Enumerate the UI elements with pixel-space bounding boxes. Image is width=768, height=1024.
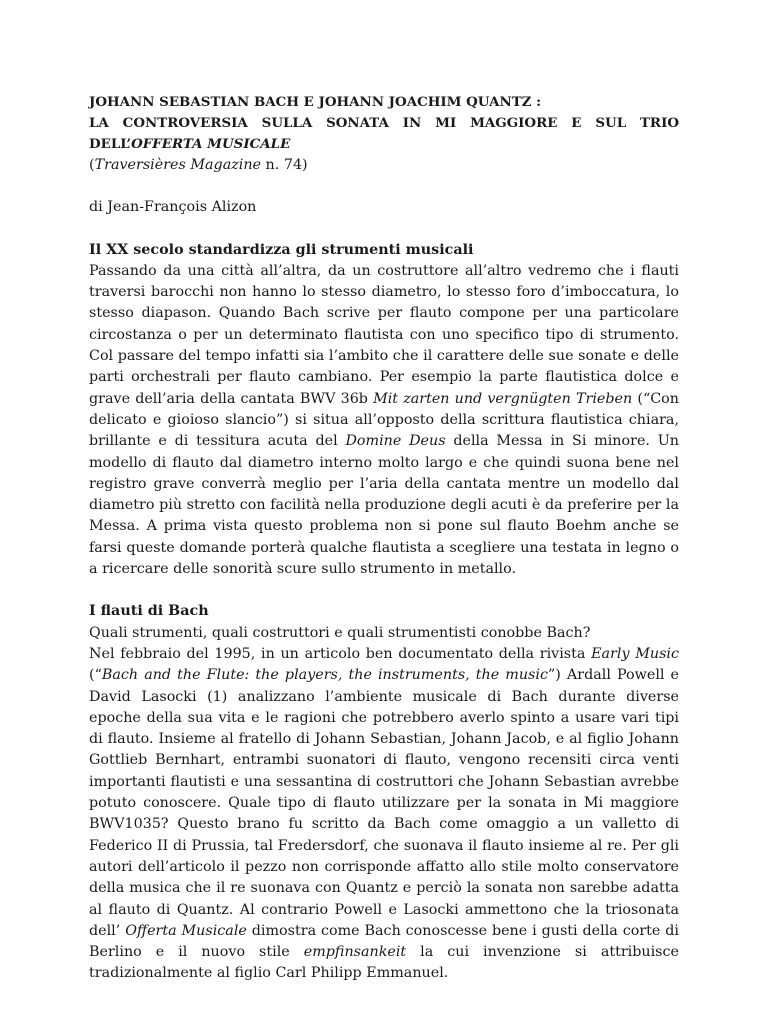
p1-italic-cantata: Mit zarten und vergnügten Trieben [373, 390, 633, 407]
source-issue: n. 74) [261, 157, 308, 173]
section-2-paragraph [89, 644, 679, 985]
p2-italic-article-title: Bach and the Flute: the players, the instruments, the music [101, 667, 548, 684]
p2-text-b: (“ [89, 667, 102, 684]
p2-italic-early-music: Early Music [591, 645, 679, 662]
p1-text-b: (“Con delicato e gioioso slancio”) si situa all’opposto della scrittura flautistica chiara, brillante e di tessitura acuta del [89, 390, 680, 450]
p1-italic-domine: Domine Deus [345, 433, 446, 450]
document-page [89, 92, 679, 985]
title-line-2: LA CONTROVERSIA SULLA SONATA IN MI MAGGIORE E SUL TRIO [89, 115, 679, 131]
title-line-3 [89, 134, 679, 155]
author-line: di Jean-François Alizon [89, 199, 257, 216]
p2-text-d: dimostra come Bach conoscesse bene i gusti della corte di Berlino e il nuovo stile [89, 922, 679, 961]
source-magazine: Traversières Magazine [94, 157, 262, 173]
p2-text-e: la cui invenzione si attribuisce tradizionalmente al figlio Carl Philipp Emmanuel. [89, 944, 679, 982]
title-line-3-italic: OFFERTA MUSICALE [131, 136, 291, 152]
title-line-3-prefix: DELL’ [89, 136, 132, 152]
source-open: ( [89, 157, 95, 173]
title-line-1: JOHANN SEBASTIAN BACH E JOHANN JOACHIM QUANTZ : [89, 94, 542, 110]
p1-text-a: Passando da una città all’altra, da un costruttore all’altro vedremo che i flauti traversi barocchi non hanno lo stesso diametro, lo stesso foro d’imboccatura, lo stesso diapason. Quando Bach scrive per flauto compone per una particolare circostanza o per un determinato flautista con uno specifico tipo di strumento. Col passare del tempo infatti sia l’ambito che il carattere delle sue sonate e delle parti orchestrali per flauto cambiano. Per esempio la parte flautistica dolce e grave dell’aria della cantata BWV 36b [89, 262, 679, 407]
section-1-paragraph [89, 261, 679, 580]
p2-italic-empfinsankeit: empfinsankeit [303, 944, 407, 961]
section-2-question: Quali strumenti, quali costruttori e quali strumentisti conobbe Bach? [89, 624, 591, 641]
section-1-heading: Il XX secolo standardizza gli strumenti musicali [89, 241, 474, 258]
source-reference [89, 155, 679, 176]
section-2-heading: I flauti di Bach [89, 603, 209, 620]
p2-italic-offerta: Offerta Musicale [125, 922, 247, 939]
p1-text-c: della Messa in Si minore. Un modello di flauto dal diametro interno molto largo e che quindi suona bene nel registro grave converrà meglio per l’aria della cantata mentre un modello dal diametro più stretto con facilità nella produzione degli acuti è da preferire per la Messa. A prima vista questo problema non si pone sul flauto Boehm anche se farsi queste domande porterà qualche flautista a scegliere una testata in legno o a ricercare delle sonorità scure sullo strumento in metallo. [89, 433, 679, 578]
p2-text-a: Nel febbraio del 1995, in un articolo ben documentato della rivista [89, 645, 592, 662]
p2-text-c: ”) Ardall Powell e David Lasocki (1) analizzano l’ambiente musicale di Bach durante diverse epoche della sua vita e le ragioni che potrebbero averlo spinto a usare vari tipi di flauto. Insieme al fratello di Johann Sebastian, Johann Jacob, e al figlio Johann Gottlieb Bernhart, entrambi suonatori di flauto, vengono recensiti circa venti importanti flautisti e una sessantina di costruttori che Johann Sebastian avrebbe potuto conoscere. Quale tipo di flauto utilizzare per la sonata in Mi maggiore BWV1035? Questo brano fu scritto da Bach come omaggio a un valletto di Federico II di Prussia, tal Fredersdorf, che suonava il flauto insieme al re. Per gli autori dell’articolo il pezzo non corrisponde affatto allo stile molto conservatore della musica che il re suonava con Quantz e perciò la sonata non sarebbe adatta al flauto di Quantz. Al contrario Powell e Lasocki ammettono che la triosonata dell’ [89, 667, 679, 939]
